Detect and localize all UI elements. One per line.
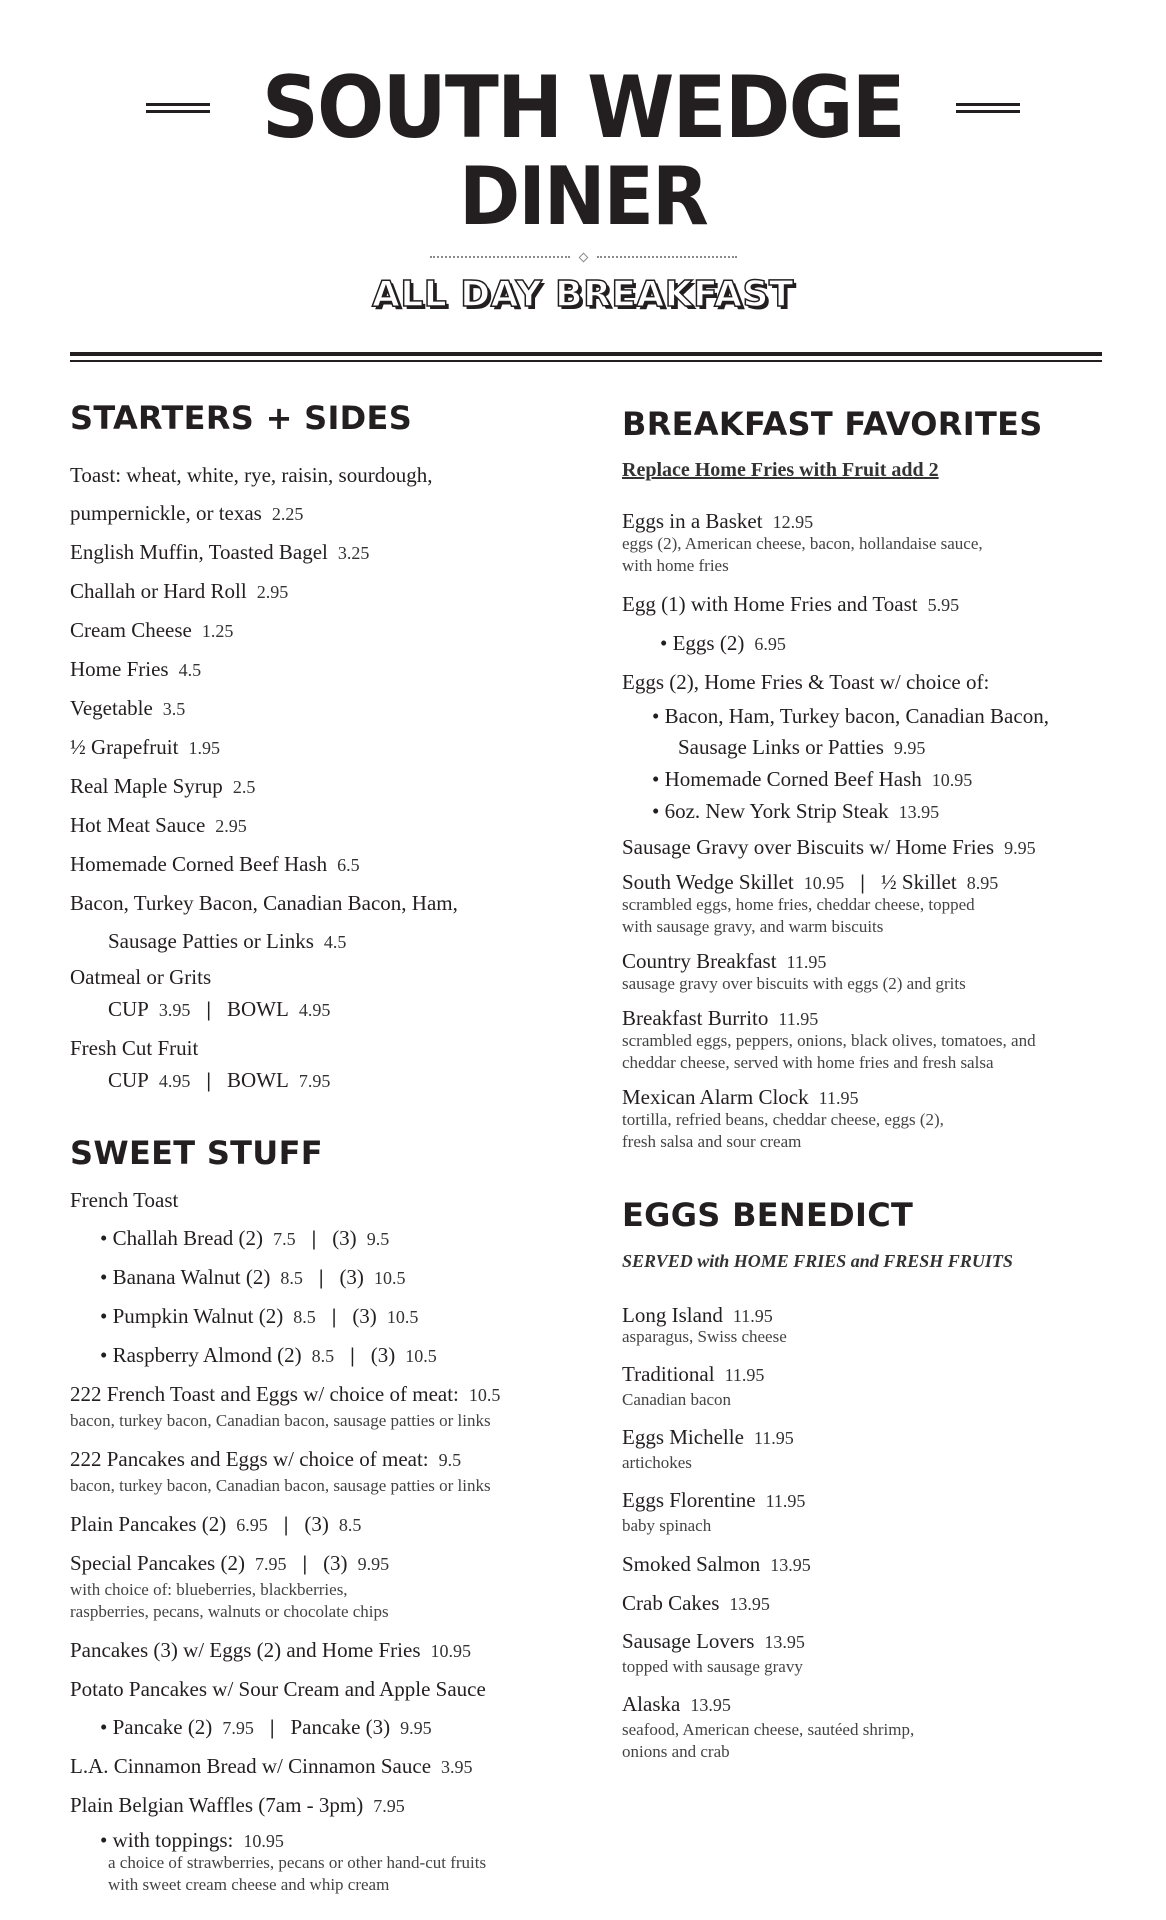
price: 2.5	[232, 777, 256, 797]
title-right-rule	[956, 103, 1020, 113]
menu-item: Cream Cheese 1.25	[70, 618, 234, 642]
menu-item: French Toast	[70, 1188, 179, 1212]
benedict-note: SERVED with HOME FRIES and FRESH FRUITS	[622, 1251, 1013, 1271]
price: 6.5	[337, 855, 360, 875]
item-description: sausage gravy over biscuits with eggs (2) and grits	[622, 974, 966, 993]
menu-item: • Pancake (2) 7.95 | Pancake (3) 9.95	[100, 1715, 432, 1739]
menu-item: 222 Pancakes and Eggs w/ choice of meat: 9.5	[70, 1447, 462, 1471]
dotted-divider	[0, 250, 1166, 264]
menu-item: Sausage Links or Patties 9.95	[678, 735, 926, 759]
restaurant-name-line1: SOUTH WEDGE	[262, 58, 904, 158]
menu-item: • Pumpkin Walnut (2) 8.5 | (3) 10.5	[100, 1304, 419, 1328]
menu-item: • Bacon, Ham, Turkey bacon, Canadian Bacon,	[652, 704, 1049, 728]
menu-item: Fresh Cut Fruit	[70, 1036, 199, 1060]
item-description: bacon, turkey bacon, Canadian bacon, sausage patties or links	[70, 1476, 491, 1495]
menu-item: Long Island 11.95	[622, 1303, 773, 1327]
menu-subtitle: ALL DAY BREAKFAST	[372, 274, 794, 315]
menu-item: Bacon, Turkey Bacon, Canadian Bacon, Ham,	[70, 891, 458, 915]
item-description: bacon, turkey bacon, Canadian bacon, sausage patties or links	[70, 1411, 491, 1430]
item-description: a choice of strawberries, pecans or other hand-cut fruits with sweet cream cheese and whip cream	[108, 1853, 487, 1894]
menu-header	[0, 60, 1166, 315]
menu-item: Real Maple Syrup 2.5	[70, 774, 256, 798]
menu-item: Country Breakfast 11.95	[622, 949, 827, 973]
menu-item: Eggs (2), Home Fries & Toast w/ choice of:	[622, 670, 990, 694]
menu-item: Smoked Salmon 13.95	[622, 1552, 811, 1576]
price: 1.25	[201, 621, 234, 641]
menu-item: Eggs Michelle 11.95	[622, 1425, 794, 1449]
menu-item: Crab Cakes 13.95	[622, 1591, 770, 1615]
section-heading-favorites: BREAKFAST FAVORITES	[622, 405, 1043, 443]
title-row	[0, 60, 1166, 156]
menu-item-sizes: CUP 3.95 | BOWL 4.95	[108, 997, 331, 1021]
item-description: asparagus, Swiss cheese	[622, 1327, 787, 1346]
menu-item: Oatmeal or Grits	[70, 965, 212, 989]
item-description: seafood, American cheese, sautéed shrimp, onions and crab	[622, 1720, 915, 1761]
menu-item: • with toppings: 10.95	[100, 1828, 284, 1852]
menu-item: Toast: wheat, white, rye, raisin, sourdough,	[70, 463, 433, 487]
menu-item: Plain Belgian Waffles (7am - 3pm) 7.95	[70, 1793, 405, 1817]
menu-item: Challah or Hard Roll 2.95	[70, 579, 289, 603]
menu-item: • Challah Bread (2) 7.5 | (3) 9.5	[100, 1226, 390, 1250]
item-description: Canadian bacon	[622, 1390, 732, 1409]
menu-item: Egg (1) with Home Fries and Toast 5.95	[622, 592, 960, 616]
menu-item: pumpernickle, or texas 2.25	[70, 501, 304, 525]
menu-item: Vegetable 3.5	[70, 696, 186, 720]
menu-item: ½ Grapefruit 1.95	[70, 735, 220, 759]
item-description: tortilla, refried beans, cheddar cheese, eggs (2), fresh salsa and sour cream	[622, 1110, 944, 1151]
price: 2.95	[215, 816, 247, 836]
menu-item: • Banana Walnut (2) 8.5 | (3) 10.5	[100, 1265, 406, 1289]
menu-item: Eggs in a Basket 12.95	[622, 509, 814, 533]
header-divider	[70, 352, 1102, 362]
restaurant-name-line2: DINER	[459, 150, 707, 243]
menu-item: English Muffin, Toasted Bagel 3.25	[70, 540, 370, 564]
menu-item: Traditional 11.95	[622, 1362, 765, 1386]
item-description: with choice of: blueberries, blackberries, raspberries, pecans, walnuts or chocolate chips	[70, 1580, 389, 1621]
menu-item: Potato Pancakes w/ Sour Cream and Apple Sauce	[70, 1677, 486, 1701]
item-description: eggs (2), American cheese, bacon, hollandaise sauce, with home fries	[622, 534, 983, 575]
item-description: baby spinach	[622, 1516, 712, 1535]
price: 3.25	[337, 543, 370, 563]
menu-item: L.A. Cinnamon Bread w/ Cinnamon Sauce 3.95	[70, 1754, 473, 1778]
menu-item: Sausage Gravy over Biscuits w/ Home Fries 9.95	[622, 835, 1036, 859]
menu-item: Plain Pancakes (2) 6.95 | (3) 8.5	[70, 1512, 362, 1536]
menu-item: Alaska 13.95	[622, 1692, 731, 1716]
menu-item: • Homemade Corned Beef Hash 10.95	[652, 767, 973, 791]
item-description: topped with sausage gravy	[622, 1657, 803, 1676]
menu-item: Mexican Alarm Clock 11.95	[622, 1085, 859, 1109]
menu-item: Sausage Lovers 13.95	[622, 1629, 805, 1653]
menu-item: Breakfast Burrito 11.95	[622, 1006, 819, 1030]
menu-item: Homemade Corned Beef Hash 6.5	[70, 852, 360, 876]
substitution-note: Replace Home Fries with Fruit add 2	[622, 459, 939, 481]
menu-item: Pancakes (3) w/ Eggs (2) and Home Fries 10.95	[70, 1638, 471, 1662]
price: 4.5	[178, 660, 202, 680]
item-description: scrambled eggs, peppers, onions, black olives, tomatoes, and cheddar cheese, served with home fries and fresh salsa	[622, 1031, 1036, 1072]
section-heading-sweet: SWEET STUFF	[70, 1134, 323, 1172]
price: 4.5	[323, 932, 347, 952]
price: 3.5	[162, 699, 186, 719]
menu-item: Special Pancakes (2) 7.95 | (3) 9.95	[70, 1551, 390, 1575]
menu-item: Sausage Patties or Links 4.5	[108, 929, 347, 953]
menu-item: South Wedge Skillet 10.95 | ½ Skillet 8.95	[622, 870, 999, 894]
section-heading-starters: STARTERS + SIDES	[70, 399, 413, 437]
menu-item: • 6oz. New York Strip Steak 13.95	[652, 799, 940, 823]
left-column	[70, 390, 590, 1904]
menu-item: • Eggs (2) 6.95	[660, 631, 786, 655]
item-description: artichokes	[622, 1453, 692, 1472]
menu-item: Eggs Florentine 11.95	[622, 1488, 806, 1512]
price: 2.25	[271, 504, 304, 524]
diamond-ornament-icon	[578, 252, 588, 262]
item-description: scrambled eggs, home fries, cheddar cheese, topped with sausage gravy, and warm biscuits	[622, 895, 975, 936]
price: 2.95	[256, 582, 289, 602]
menu-item: Home Fries 4.5	[70, 657, 202, 681]
section-heading-benedict: EGGS BENEDICT	[622, 1196, 914, 1234]
menu-item-sizes: CUP 4.95 | BOWL 7.95	[108, 1068, 331, 1092]
right-column	[622, 396, 1142, 1771]
menu-item: 222 French Toast and Eggs w/ choice of meat: 10.5	[70, 1382, 501, 1406]
price: 1.95	[188, 738, 220, 758]
title-left-rule	[146, 103, 210, 113]
menu-item: • Raspberry Almond (2) 8.5 | (3) 10.5	[100, 1343, 437, 1367]
menu-item: Hot Meat Sauce 2.95	[70, 813, 247, 837]
